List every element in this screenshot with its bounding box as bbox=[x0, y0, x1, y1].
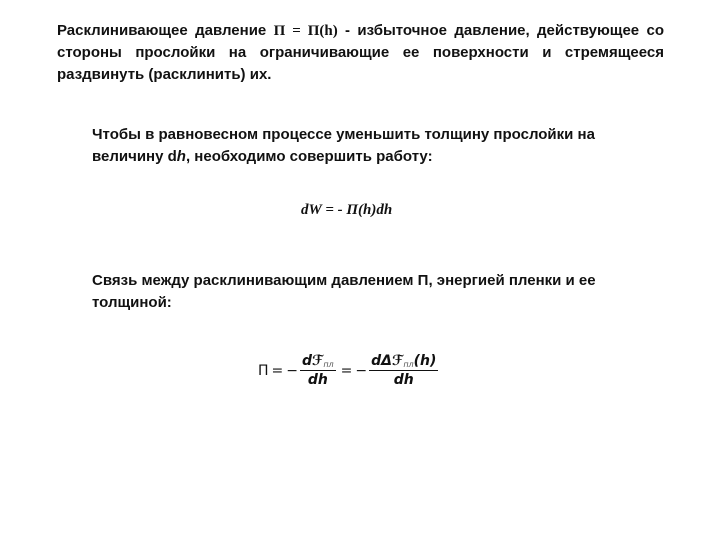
relation-paragraph: Связь между расклинивающим давлением П, энергией пленки и ее толщиной: bbox=[92, 272, 596, 311]
definition-text-end: - избыточное давление, действующее со стороны прослойки на ограничивающие ее поверхности и стремящееся раздвинуть (расклинить) их. bbox=[57, 22, 664, 83]
fraction-2-numerator bbox=[369, 353, 438, 371]
formula-lhs: П bbox=[258, 362, 269, 379]
work-h-symbol: h bbox=[176, 148, 186, 165]
formula-minus-2: − bbox=[355, 362, 368, 379]
fraction-2-num-sub: пл bbox=[403, 360, 414, 369]
definition-paragraph bbox=[57, 20, 664, 86]
work-equation: dW = - П(h)dh bbox=[301, 202, 393, 218]
fraction-2-num-main: dΔℱ bbox=[371, 353, 404, 369]
fraction-1-numerator bbox=[300, 353, 336, 371]
definition-text-start: Расклинивающее давление bbox=[57, 22, 274, 39]
work-paragraph bbox=[92, 124, 652, 168]
formula-minus-1: − bbox=[286, 362, 298, 379]
pressure-energy-formula bbox=[258, 353, 440, 388]
work-text-end: , необходимо совершить работу: bbox=[185, 148, 433, 165]
fraction-1-num-sub: пл bbox=[323, 360, 334, 369]
work-text-start: Чтобы в равновесном процессе уменьшить толщину прослойки на величину d bbox=[92, 126, 595, 165]
fraction-1-num-main: dℱ bbox=[302, 353, 324, 369]
fraction-1-denominator: dh bbox=[307, 372, 328, 388]
fraction-2-num-arg: (h) bbox=[413, 353, 437, 369]
fraction-2-denominator: dh bbox=[393, 372, 414, 388]
formula-equals-2: = bbox=[340, 362, 353, 379]
formula-equals-1: = bbox=[271, 362, 284, 379]
disjoining-pressure-symbol: П = П(h) bbox=[273, 23, 338, 39]
formula-fraction-2 bbox=[369, 353, 438, 388]
formula-fraction-1 bbox=[300, 353, 336, 388]
